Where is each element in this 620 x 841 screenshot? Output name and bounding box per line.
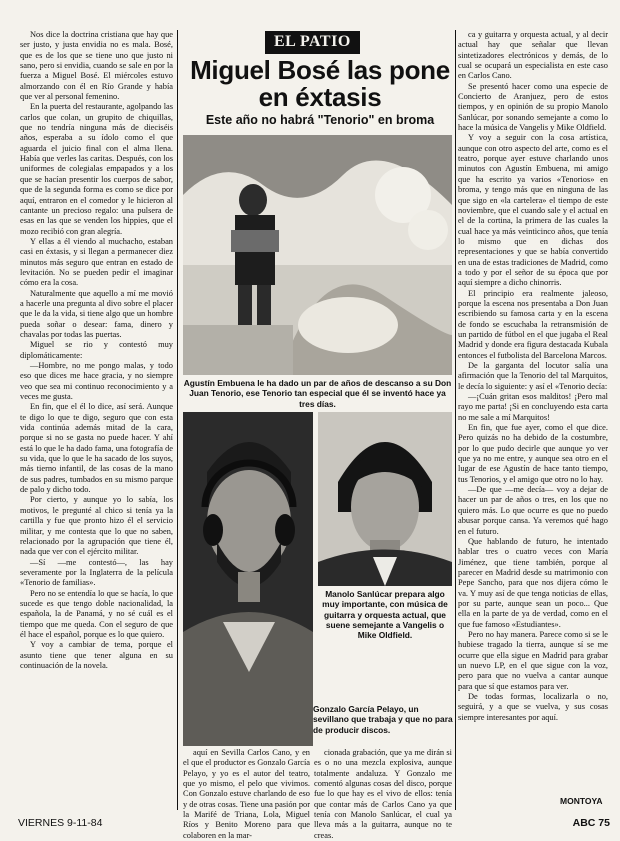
article-column-mid-left <box>183 748 311 840</box>
byline-signature: MONTOYA <box>560 796 603 806</box>
paragraph: Y voy a cambiar de tema, porque el asunto tiene que tener alguna en su continuación de la novela. <box>20 640 173 670</box>
paragraph: —De que —me decía— voy a dejar de hacer un par de años o tres, en los que no quiero más. Lo que ocurre es que no puedo abusar porque cansa. Ya veremos qué hago en el futuro. <box>458 485 608 536</box>
paragraph: Nos dice la doctrina cristiana que hay que ser justo, y justa envidia no es mala. Bosé, que es de los que se tiene uno que justo ni sano, pero si envidia, cuando se sale en por la fuerza a Miguel Bosé. El miércoles estuvo almorzando con él en Río Grande y había que ver al personal femenino. <box>20 30 173 102</box>
paragraph: ca y guitarra y orquesta actual, y al decir actual hay que señalar que llevan sintetizadores electrónicos y demás, de lo cual se ocupará un especialista en este caso en Carlos Cano. <box>458 30 608 81</box>
headline: Miguel Bosé las pone en éxtasis <box>190 55 450 112</box>
paragraph: Pero no se entendía lo que se hacía, lo que sucede es que tengo doble nacionalidad, la española, la de Panamá, y no sé cuál es el tiempo que me queda. Con el seguro de que él hace el español, porque es lo que quiero. <box>20 588 173 639</box>
paragraph: De todas formas, localizarla o no, seguirá, y a que se vuelva, y sus cosas siempre interesantes por aquí. <box>458 692 608 722</box>
paragraph: De la garganta del locutor salía una afirmación que la Tenorio del tal Marquitos, le decía lo siguiente: y así el «Tenorio decía: <box>458 361 608 391</box>
photo-tenorio-performer <box>183 135 452 375</box>
paragraph: Pero no hay manera. Parece como si se le hubiese tragado la tierra, aunque sí se me ocurre que ella sigue en Madrid para grabar un nuevo LP, en el que sigue con la voz, pero para que no vuelva a cantar aunque para que sí que estamos para ver. <box>458 629 608 691</box>
section-label: EL PATIO <box>265 31 360 54</box>
paragraph: En la puerta del restaurante, agolpando las carlos que colan, un grupito de chiquillas, que no tendría ninguna más de dieciséis años, esperaba a su ídolo como el que aguarda el juicio final con el alma llena. Había que verles las caritas. Después, con los uniformes de colegialas empapados y a los que se hacían presentir los cuerpos de sabor, que de la segunda forma es como se dice por aquí, entraron en el comedor y le hicieron al cantante un precioso regalo: una pulsera de esas en las que se venden los hippies, que el mozo recibió con gran alegría. <box>20 102 173 236</box>
paragraph: Se presentó hacer como una especie de Concierto de Aranjuez, pero de estos tiempos, y en opinión de su propio Manolo Sanlúcar, por sonando semejante a como lo hace la música de Vangelis y Mike Oldfield. <box>458 81 608 133</box>
paragraph: —Hombre, no me pongo malas, y todo eso que dices me hace gracia, y no siempre veo que sea mi continuo reconocimiento y a veces me gusta. <box>20 361 173 402</box>
caption-gonzalo: Gonzalo García Pelayo, un sevillano que trabaja y que no para de producir discos. <box>313 704 453 735</box>
paragraph: Que hablando de futuro, he intentado hablar tres o cuatro veces con María Jiménez, que tiene también, porque al parecer en Madrid desde su matrimonio con Pepe Sancho, para que nos dijera cómo le va. Y muy así de que tenga noticias de ellas, por su parte, aunque sean un poco... Que ella en la parte de ya de verdad, como en el que fue famoso «Estudiantes». <box>458 536 608 629</box>
paragraph: —Sí —me contestó—, las hay severamente por la Inglaterra de la película «Tenorio de familias». <box>20 557 173 588</box>
article-column-right <box>458 30 608 802</box>
paragraph: —¡Cuán gritan esos malditos! ¡Pero mal rayo me parta! ¡Si en concluyendo esta carta no me sale a mí Marquitos! <box>458 392 608 422</box>
paragraph: aquí en Sevilla Carlos Cano, y en el que el productor es Gonzalo García Pelayo, y yo es el autor del teatro, que yo mismo, el pelo que vivimos. Con Gonzalo estuve charlando de eso y de otras cosas. Tiene una pasión por la Marifé de Triana, Lola, Miguel Ríos y Benito Moreno para que colaboren en la mar- <box>183 748 311 840</box>
paragraph: En fin, que el él lo dice, así será. Aunque te digo lo que te digo, seguro que con esta vida continúa además mitad de la cara, porque si no se gasta no puede hacer. Y ahí está lo que le ha dado fama, una fotografía de su vida, que lo que le ha sacado de los suyos, más tierno infantil, de las cosas de la mano de sus padres, tumbados en su mismo parque de palo y dicho todo. <box>20 402 173 495</box>
paragraph: En fin, que fue ayer, como el que dice. Pero quizás no ha debido de la costumbre, por lo que pudo decirle que aunque yo ver que ya no me entre, y aunque sea otro en el lugar de ese Agustín de hace tanto tiempo, tus Tenorios, y el amigo que otro no lo hay. <box>458 423 608 484</box>
paragraph: Y ellas a él viendo al muchacho, estaban casi en éxtasis, y si llegan a permanecer diez minutos más seguro que entran en estado de levitación. No se pueden pedir el imaginar cómo era la cosa. <box>20 236 173 288</box>
footer-page-number: ABC 75 <box>572 817 610 829</box>
article-column-left <box>20 30 173 802</box>
article-column-mid-right <box>314 748 452 840</box>
caption-manolo-sanlucar: Manolo Sanlúcar prepara algo muy importante, con música de guitarra y orquesta actual, que suene semejante a Vangelis o Mike Oldfield. <box>322 589 448 641</box>
paragraph: El principio era realmente jaleoso, porque la escena nos presentaba a Don Juan escribiendo su famosa carta y en la escena de fondo se escuchaba la retransmisión de un partido de fútbol en el que jugaba el Real Madrid y donde era figura destacada Kubala entonces el futbolista del Barcelona Marcos. <box>458 288 608 360</box>
photo-manolo-sanlucar <box>318 412 452 586</box>
paragraph: cionada grabación, que ya me dirán si es o no una mezcla explosiva, aunque totalmente andaluza. Y Gonzalo me comentó algunas cosas del disco, porque fue lo que hay es el vivo de ellos: tenía que contar más de Carlos Cano ya que tenía con Manolo Sanlúcar, el cual ya lleva más a la guitarra, aunque no te creas. <box>314 748 452 840</box>
paragraph: Por cierto, y aunque yo lo sabía, los motivos, le pregunté al chico si tenía ya la cartilla y fue que pronto hizo él el servicio militar, y me contesta que lo que no saben, relacionado por la agrupación que tiene él, nada que ver con el ejército militar. <box>20 495 173 557</box>
column-rule-right <box>455 30 456 810</box>
photo-gonzalo-garcia-pelayo <box>183 412 313 746</box>
caption-top-photo: Agustín Embuena le ha dado un par de años de descanso a su Don Juan Tenorio, ese Tenorio tan especial que él se inventó hace ya tres días. <box>183 378 452 409</box>
footer-date: VIERNES 9-11-84 <box>18 817 103 829</box>
column-rule-left <box>177 30 178 810</box>
paragraph: Y voy a seguir con la cosa artística, aunque con otro aspecto del arte, como es el teatro, porque ayer estuve charlando unos minutos con Agustín Embuena, mi amigo que ha escrito ya varios «Tenorios» en broma, y tengo más que en ninguna de las que sigo en «la cartelera» el tiempo de este noviembre, que el cuando sale y el actual en el de la cortina, la primera de las cuales la cual hace ya más veinticinco años, que tenía lo mismo que en dichas dos representaciones y que se había convertido en una de estas tradiciones de Madrid, como a todo y por el señor de su época que por aquí siempre a dicho chinorris. <box>458 133 608 288</box>
paragraph: Miguel se rio y contestó muy diplomáticamente: <box>20 340 173 360</box>
paragraph: Naturalmente que aquello a mí me movió a hacerle una pregunta al divo sobre el placer que le da la vida, si tiene algo que un hombre pueda soñar o desear: fama, dinero y chavalas por todas las puertas. <box>20 288 173 339</box>
subhead: Este año no habrá "Tenorio" en broma <box>205 113 435 127</box>
